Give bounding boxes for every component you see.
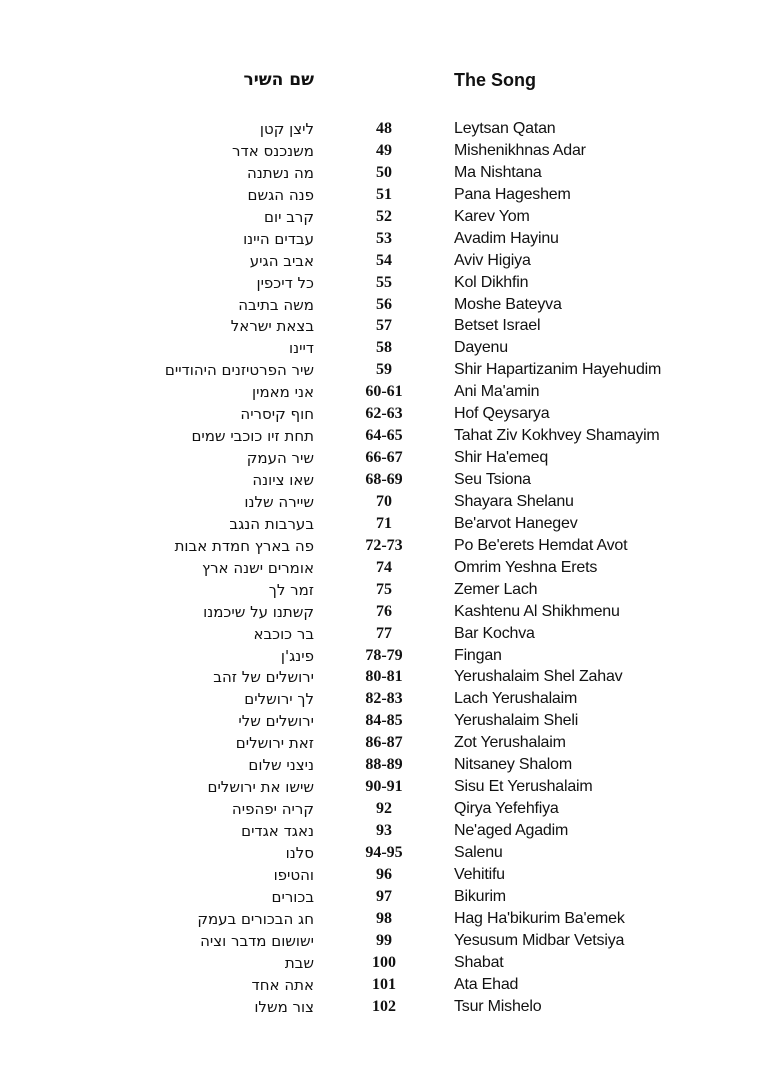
song-title-hebrew: לך ירושלים (244, 690, 314, 709)
song-page-number: 64-65 (365, 427, 403, 445)
song-row (0, 118, 768, 140)
song-title-english: Yerushalaim Shel Zahav (454, 668, 623, 686)
song-title-english: Seu Tsiona (454, 471, 531, 488)
song-title-english: Kashtenu Al Shikhmenu (454, 602, 620, 620)
song-page-number: 100 (372, 953, 396, 971)
song-title-english: Betset Israel (454, 317, 541, 335)
song-row (0, 732, 768, 754)
song-page-number: 74 (376, 558, 392, 576)
song-title-hebrew: ליצן קטן (259, 120, 314, 138)
song-page-number: 76 (376, 602, 392, 620)
song-page-number: 99 (376, 931, 392, 949)
song-row (0, 162, 768, 184)
song-row (0, 820, 768, 842)
song-page-number: 78-79 (365, 646, 403, 664)
song-title-english: Shir Ha'emeq (454, 449, 549, 467)
song-row (0, 250, 768, 272)
song-title-hebrew: בצאת ישראל (230, 317, 314, 336)
song-title-hebrew: צור משלו (254, 997, 314, 1016)
song-row (0, 930, 768, 952)
song-title-english: Dayenu (454, 339, 508, 357)
song-row (0, 886, 768, 908)
song-row (0, 337, 768, 359)
song-page-number: 66-67 (365, 449, 403, 467)
song-title-hebrew: חוף קיסריה (240, 405, 314, 424)
song-row (0, 403, 768, 425)
song-title-hebrew: ניצני שלום (248, 756, 314, 775)
song-title-english: Vehitifu (454, 865, 505, 883)
song-row (0, 425, 768, 447)
song-page-number: 80-81 (365, 668, 403, 686)
song-page-number: 54 (376, 251, 392, 269)
song-title-hebrew: מה נשתנה (246, 163, 314, 182)
song-title-hebrew: שיר העמק (246, 449, 314, 468)
song-row (0, 996, 768, 1018)
song-title-english: Shayara Shelanu (454, 492, 574, 510)
song-page-number: 53 (376, 229, 392, 247)
song-row (0, 623, 768, 645)
song-page-number: 93 (376, 822, 392, 839)
song-page-number: 48 (376, 120, 392, 137)
song-page-number: 84-85 (365, 712, 403, 730)
hebrew-column-header: שם השיר (243, 70, 314, 90)
song-title-english: Tsur Mishelo (454, 997, 542, 1015)
song-page-number: 97 (376, 887, 392, 905)
song-row (0, 513, 768, 535)
song-row (0, 645, 768, 667)
song-row (0, 579, 768, 601)
song-row (0, 557, 768, 579)
song-title-english: Moshe Bateyva (454, 295, 562, 313)
song-title-hebrew: שיירה שלנו (244, 492, 314, 511)
song-row (0, 206, 768, 228)
song-page-number: 52 (376, 207, 392, 225)
song-title-hebrew: חג הבכורים בעמק (197, 909, 314, 928)
song-title-english: Yesusum Midbar Vetsiya (454, 931, 625, 949)
song-title-english: Fingan (454, 646, 502, 664)
song-page-number: 82-83 (365, 690, 403, 708)
song-title-english: Ne'aged Agadim (454, 822, 569, 839)
song-page-number: 98 (376, 909, 392, 927)
song-title-english: Hag Ha'bikurim Ba'emek (454, 909, 625, 927)
song-title-english: Sisu Et Yerushalaim (454, 778, 593, 796)
song-title-hebrew: תחת זיו כוכבי שמים (191, 427, 314, 446)
song-title-english: Karev Yom (454, 207, 530, 225)
song-title-hebrew: קריה יפהפיה (231, 800, 314, 819)
song-row (0, 447, 768, 469)
song-title-english: Kol Dikhfin (454, 273, 529, 291)
song-title-english: Qirya Yefehfiya (454, 800, 559, 818)
song-row (0, 974, 768, 996)
song-title-english: Po Be'erets Hemdat Avot (454, 536, 628, 554)
song-row (0, 272, 768, 294)
song-page-number: 59 (376, 361, 392, 379)
song-page-number: 68-69 (365, 471, 403, 488)
song-page-number: 51 (376, 185, 392, 203)
song-title-hebrew: אומרים ישנה ארץ (202, 558, 314, 577)
song-title-english: Aviv Higiya (454, 251, 531, 269)
song-row (0, 469, 768, 491)
song-title-hebrew: זאת ירושלים (235, 734, 314, 753)
song-title-hebrew: שיר הפרטיזנים היהודיים (164, 361, 314, 380)
song-page-number: 58 (376, 339, 392, 357)
song-page-number: 101 (372, 975, 396, 993)
song-title-hebrew: עבדים היינו (243, 229, 314, 248)
song-row (0, 381, 768, 403)
song-title-english: Leytsan Qatan (454, 120, 556, 137)
song-title-english: Bikurim (454, 887, 506, 905)
song-title-english: Hof Qeysarya (454, 405, 550, 423)
song-page-number: 57 (376, 317, 392, 335)
song-page-number: 86-87 (365, 734, 403, 752)
song-title-hebrew: אני מאמין (252, 383, 314, 402)
song-title-hebrew: פנה הגשם (247, 185, 314, 204)
song-title-hebrew: בערבות הנגב (229, 514, 314, 533)
song-page-number: 102 (372, 997, 396, 1015)
song-page-number: 70 (376, 492, 392, 510)
song-title-english: Nitsaney Shalom (454, 756, 572, 774)
song-page-number: 71 (376, 514, 392, 532)
song-title-hebrew: אביב הגיע (249, 251, 314, 270)
song-row (0, 908, 768, 930)
song-page-number: 92 (376, 800, 392, 818)
song-row (0, 294, 768, 316)
song-row (0, 864, 768, 886)
song-title-hebrew: ירושלים של זהב (213, 668, 314, 687)
song-title-english: Zot Yerushalaim (454, 734, 566, 752)
song-page-number: 72-73 (365, 536, 403, 554)
song-row (0, 140, 768, 162)
song-row (0, 601, 768, 623)
song-page-number: 62-63 (365, 405, 403, 423)
song-row (0, 776, 768, 798)
song-title-english: Omrim Yeshna Erets (454, 558, 598, 576)
song-page-number: 77 (376, 624, 392, 642)
song-page-number: 75 (376, 580, 392, 598)
song-title-english: Zemer Lach (454, 580, 538, 598)
song-title-hebrew: פינג'ן (280, 646, 314, 665)
song-title-english: Shir Hapartizanim Hayehudim (454, 361, 662, 379)
song-row (0, 491, 768, 513)
song-title-hebrew: ישושום מדבר וציה (200, 931, 314, 950)
song-row (0, 688, 768, 710)
song-page-number: 55 (376, 273, 392, 291)
song-row (0, 535, 768, 557)
song-title-hebrew: נאגד אגדים (241, 822, 314, 840)
song-row (0, 952, 768, 974)
song-page-number: 96 (376, 865, 392, 883)
song-title-hebrew: כל דיכפין (256, 273, 314, 292)
song-title-english: Bar Kochva (454, 624, 535, 642)
song-title-english: Mishenikhnas Adar (454, 141, 586, 159)
song-title-hebrew: פה בארץ חמדת אבות (174, 536, 314, 555)
song-title-english: Be'arvot Hanegev (454, 514, 578, 532)
song-title-english: Tahat Ziv Kokhvey Shamayim (454, 427, 660, 445)
song-page-number: 56 (376, 295, 392, 313)
song-title-hebrew: שאו ציונה (252, 471, 314, 489)
english-column-header: The Song (454, 70, 536, 90)
song-page-number: 90-91 (365, 778, 403, 796)
song-title-hebrew: שבת (284, 953, 314, 972)
song-title-english: Lach Yerushalaim (454, 690, 578, 708)
song-row (0, 228, 768, 250)
song-title-hebrew: משה בתיבה (238, 295, 314, 314)
song-page-number: 60-61 (365, 383, 403, 401)
song-row (0, 798, 768, 820)
song-title-english: Ma Nishtana (454, 163, 542, 181)
song-title-hebrew: קרב יום (264, 207, 314, 226)
song-title-english: Ata Ehad (454, 975, 519, 993)
song-title-hebrew: בכורים (271, 887, 314, 906)
song-row (0, 842, 768, 864)
song-list (0, 118, 768, 1017)
song-page-number: 94-95 (365, 843, 403, 861)
song-row (0, 315, 768, 337)
song-title-english: Pana Hageshem (454, 185, 571, 203)
song-title-hebrew: והטיפו (273, 865, 314, 884)
song-title-english: Salenu (454, 843, 503, 861)
song-page-number: 50 (376, 163, 392, 181)
song-row (0, 754, 768, 776)
song-page-number: 49 (376, 141, 392, 159)
song-title-hebrew: שישו את ירושלים (207, 778, 314, 797)
song-title-hebrew: דיינו (289, 339, 314, 358)
song-title-english: Ani Ma'amin (454, 383, 540, 401)
song-title-hebrew: ירושלים שלי (238, 712, 314, 731)
song-title-hebrew: בר כוכבא (253, 624, 314, 643)
song-row (0, 666, 768, 688)
song-title-hebrew: זמר לך (268, 580, 314, 599)
song-page-number: 88-89 (365, 756, 403, 774)
song-title-english: Yerushalaim Sheli (454, 712, 579, 730)
song-title-hebrew: קשתנו על שיכמנו (203, 602, 314, 621)
song-title-hebrew: אתה אחד (251, 975, 314, 994)
song-title-hebrew: סלנו (285, 843, 314, 862)
song-row (0, 184, 768, 206)
song-title-english: Shabat (454, 953, 504, 971)
song-row (0, 710, 768, 732)
song-title-english: Avadim Hayinu (454, 229, 559, 247)
song-title-hebrew: משנכנס אדר (232, 141, 314, 160)
song-row (0, 359, 768, 381)
